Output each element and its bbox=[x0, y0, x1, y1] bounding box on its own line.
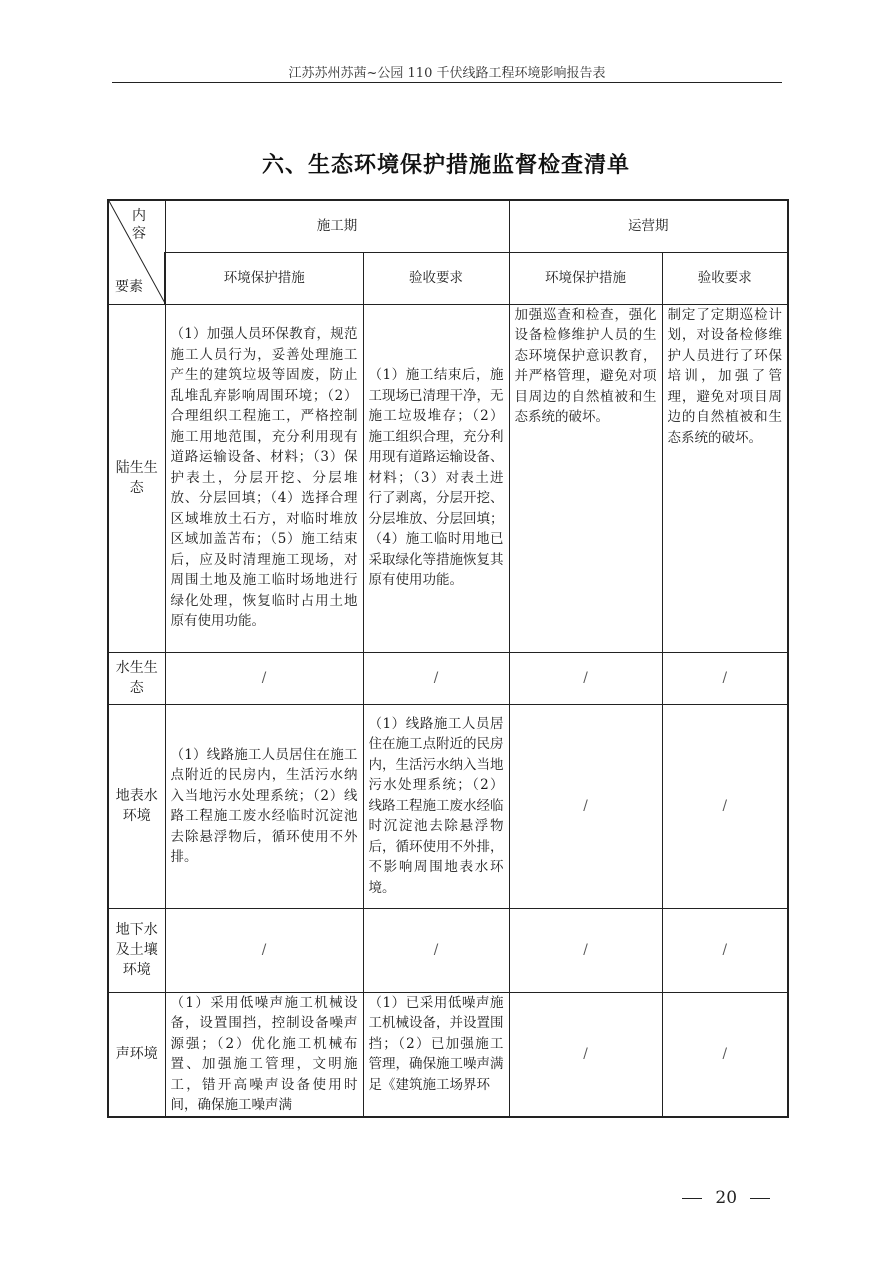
table-row bbox=[108, 704, 788, 908]
operation-acceptance-cell: / bbox=[662, 992, 788, 1117]
construction-acceptance-cell: / bbox=[363, 908, 509, 992]
header-construction-acceptance: 验收要求 bbox=[363, 252, 509, 304]
construction-measures-cell: （1）线路施工人员居住在施工点附近的民房内，生活污水纳入当地污水处理系统；（2）线路工程施工废水经临时沉淀池去除悬浮物后，循环使用不外排。 bbox=[165, 704, 363, 908]
construction-acceptance-cell: （1）线路施工人员居住在施工点附近的民房内，生活污水纳入当地污水处理系统；（2）线路工程施工废水经临时沉淀池去除悬浮物后，循环使用不外排，不影响周围地表水环境。 bbox=[363, 704, 509, 908]
corner-header-element: 要素 bbox=[115, 279, 143, 295]
operation-acceptance-cell: / bbox=[662, 908, 788, 992]
table-row bbox=[108, 652, 788, 704]
page-number-left-dash bbox=[682, 1198, 702, 1199]
page-number bbox=[682, 1188, 782, 1208]
table-row bbox=[108, 908, 788, 992]
header-operation-period: 运营期 bbox=[509, 200, 788, 252]
row-label-acoustic-environment: 声环境 bbox=[108, 992, 165, 1117]
construction-acceptance-cell: （1）施工结束后，施工现场已清理干净，无施工垃圾堆存；（2）施工组织合理，充分利用现有道路运输设备、材料；（3）对表土进行了剥离，分层开挖、分层堆放、分层回填；（4）施工临时用地已采取绿化等措施恢复其原有使用功能。 bbox=[363, 304, 509, 652]
table-row bbox=[108, 992, 788, 1117]
header-operation-measures: 环境保护措施 bbox=[509, 252, 662, 304]
construction-measures-cell: / bbox=[165, 908, 363, 992]
header-rule bbox=[112, 82, 782, 83]
operation-measures-cell: / bbox=[509, 652, 662, 704]
page-number-value: 20 bbox=[715, 1188, 738, 1208]
corner-header-cell bbox=[108, 200, 165, 304]
report-header-title: 江苏苏州苏茜~公园 110 千伏线路工程环境影响报告表 bbox=[288, 66, 606, 81]
row-label-terrestrial-ecology: 陆生生态 bbox=[108, 304, 165, 652]
table-header-row-columns bbox=[108, 252, 788, 304]
operation-measures-cell: 加强巡查和检查，强化设备检修维护人员的生态环境保护意识教育，并严格管理，避免对项目周边的自然植被和生态系统的破坏。 bbox=[509, 304, 662, 652]
page-heading: 六、生态环境保护措施监督检查清单 bbox=[261, 153, 630, 178]
row-label-surface-water: 地表水环境 bbox=[108, 704, 165, 908]
operation-acceptance-cell: 制定了定期巡检计划，对设备检修维护人员进行了环保培训，加强了管理，避免对项目周边的自然植被和生态系统的破坏。 bbox=[662, 304, 788, 652]
construction-acceptance-cell: / bbox=[363, 652, 509, 704]
operation-acceptance-cell: / bbox=[662, 704, 788, 908]
operation-measures-cell: / bbox=[509, 908, 662, 992]
header-construction-period: 施工期 bbox=[165, 200, 509, 252]
construction-measures-cell: / bbox=[165, 652, 363, 704]
row-label-aquatic-ecology: 水生生态 bbox=[108, 652, 165, 704]
page-number-right-dash bbox=[750, 1198, 770, 1199]
construction-measures-cell: （1）采用低噪声施工机械设备，设置围挡，控制设备噪声源强；（2）优化施工机械布置、加强施工管理，文明施工，错开高噪声设备使用时间，确保施工噪声满 bbox=[165, 992, 363, 1117]
table-header-row-periods bbox=[108, 200, 788, 252]
operation-acceptance-cell: / bbox=[662, 652, 788, 704]
construction-acceptance-cell: （1）已采用低噪声施工机械设备，并设置围挡；（2）已加强施工管理，确保施工噪声满足《建筑施工场界环 bbox=[363, 992, 509, 1117]
header-operation-acceptance: 验收要求 bbox=[662, 252, 788, 304]
table-row bbox=[108, 304, 788, 652]
corner-header-content: 内容 bbox=[132, 208, 146, 242]
row-label-groundwater-soil: 地下水及土壤环境 bbox=[108, 908, 165, 992]
supervision-checklist-table bbox=[107, 199, 789, 1118]
construction-measures-cell: （1）加强人员环保教育，规范施工人员行为，妥善处理施工产生的建筑垃圾等固废，防止乱堆乱弃影响周围环境；（2）合理组织工程施工，严格控制施工用地范围，充分利用现有道路运输设备、材料；（3）保护表土，分层开挖、分层堆放、分层回填；（4）选择合理区域堆放土石方，对临时堆放区域加盖苫布；（5）施工结束后，应及时清理施工现场，对周围土地及施工临时场地进行绿化处理，恢复临时占用土地原有使用功能。 bbox=[165, 304, 363, 652]
operation-measures-cell: / bbox=[509, 992, 662, 1117]
header-construction-measures: 环境保护措施 bbox=[165, 252, 363, 304]
operation-measures-cell: / bbox=[509, 704, 662, 908]
